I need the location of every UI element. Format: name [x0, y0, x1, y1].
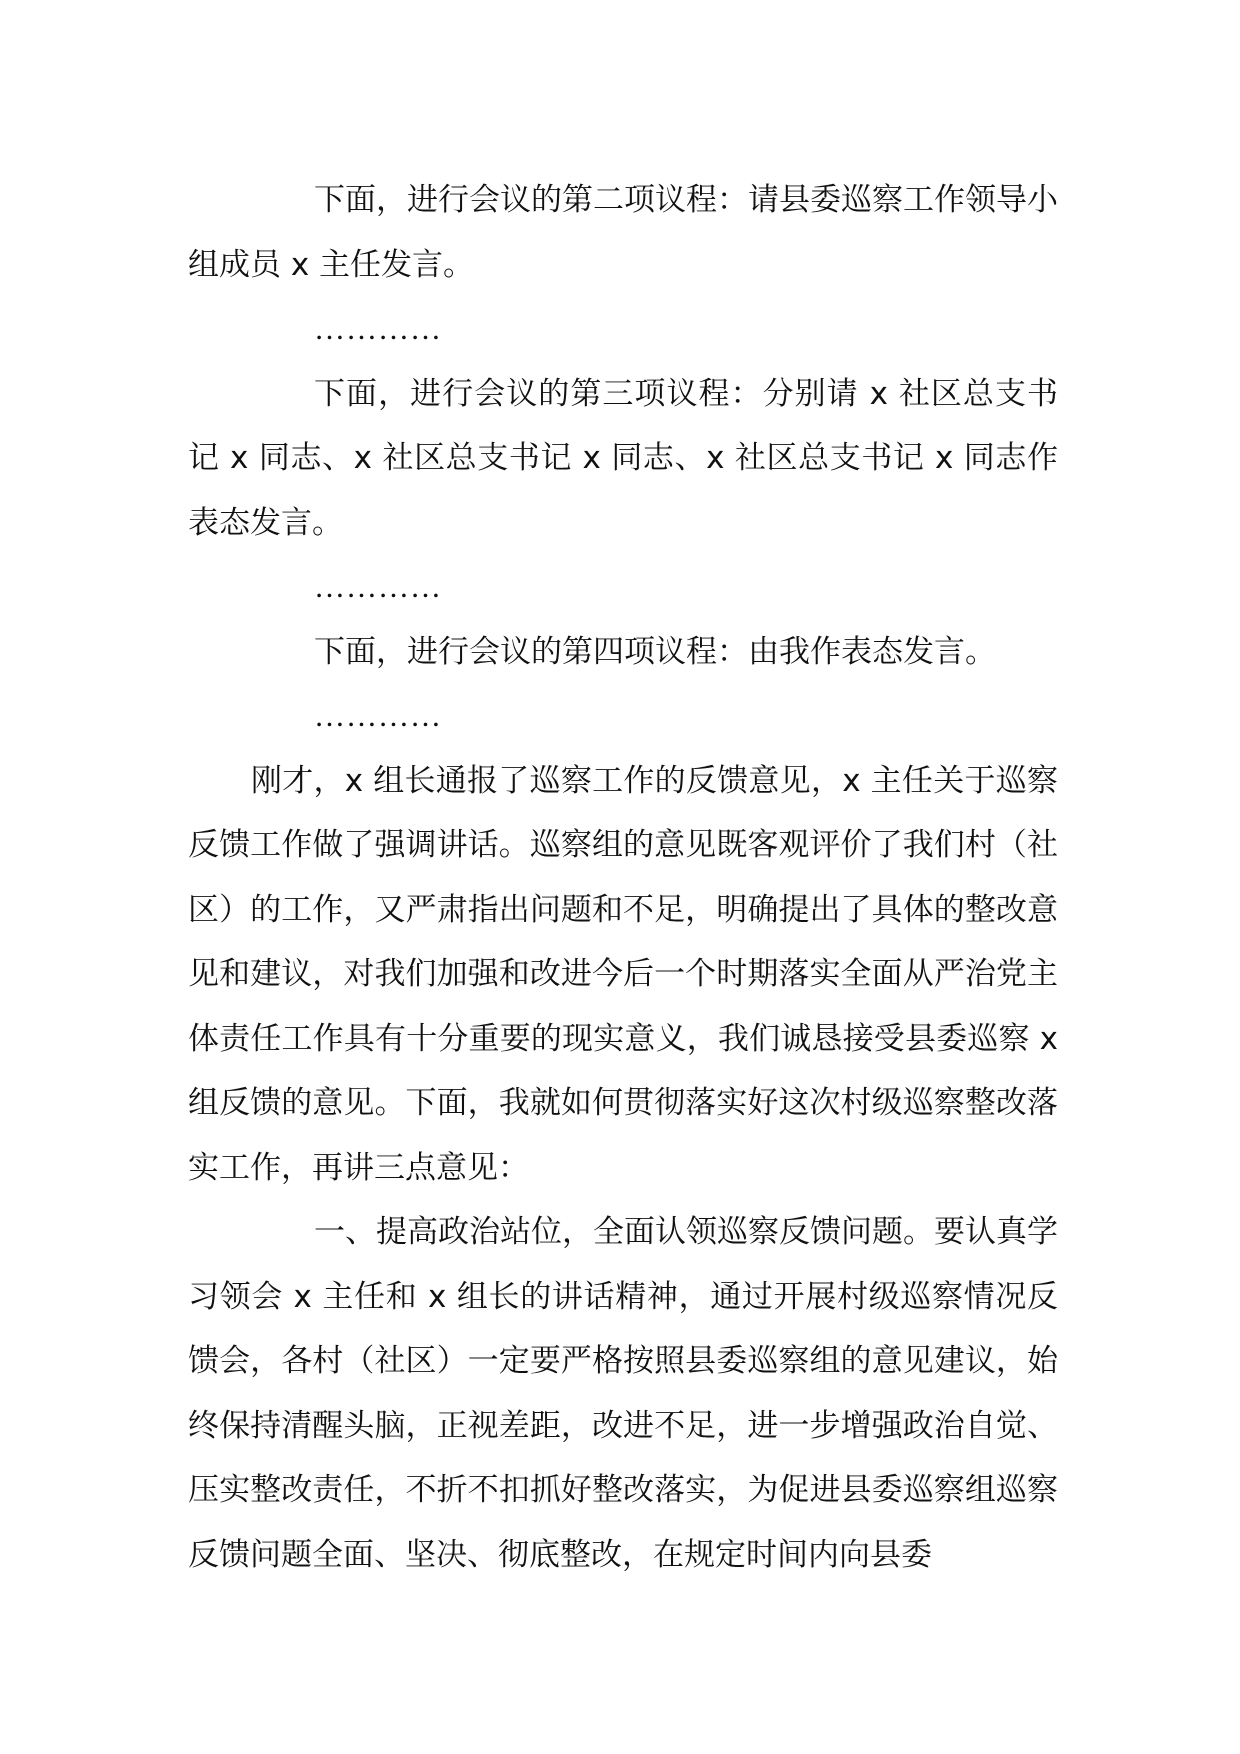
ellipsis-separator: ………… — [314, 311, 442, 346]
paragraph-speech-intro: 刚才，x 组长通报了巡察工作的反馈意见，x 主任关于巡察反馈工作做了强调讲话。巡察组的意见既客观评价了我们村（社区）的工作，又严肃指出问题和不足，明确提出了具体的整改意见和建议，对我们加强和改进今后一个时期落实全面从严治党主体责任工作具有十分重要的现实意义，我们诚恳接受县委巡察 x 组反馈的意见。下面，我就如何贯彻落实好这次村级巡察整改落实工作，再讲三点意见： — [188, 762, 1058, 1186]
paragraph-agenda-item-2: 下面，进行会议的第二项议程：请县委巡察工作领导小组成员 x 主任发言。 — [188, 182, 1058, 283]
paragraph-agenda-item-4: 下面，进行会议的第四项议程：由我作表态发言。 — [314, 633, 996, 670]
paragraph-agenda-item-3: 下面，进行会议的第三项议程：分别请 x 社区总支书记 x 同志、x 社区总支书记 x 同志、x 社区总支书记 x 同志作表态发言。 — [188, 375, 1058, 541]
ellipsis-separator: ………… — [314, 698, 442, 733]
document-body — [188, 168, 1058, 1587]
ellipsis-separator: ………… — [314, 569, 442, 604]
paragraph-point-one: 一、提高政治站位，全面认领巡察反馈问题。要认真学习领会 x 主任和 x 组长的讲话精神，通过开展村级巡察情况反馈会，各村（社区）一定要严格按照县委巡察组的意见建议，始终保持清醒头脑，正视差距，改进不足，进一步增强政治自觉、压实整改责任，不折不扣抓好整改落实，为促进县委巡察组巡察反馈问题全面、坚决、彻底整改，在规定时间内向县委 — [188, 1214, 1058, 1573]
